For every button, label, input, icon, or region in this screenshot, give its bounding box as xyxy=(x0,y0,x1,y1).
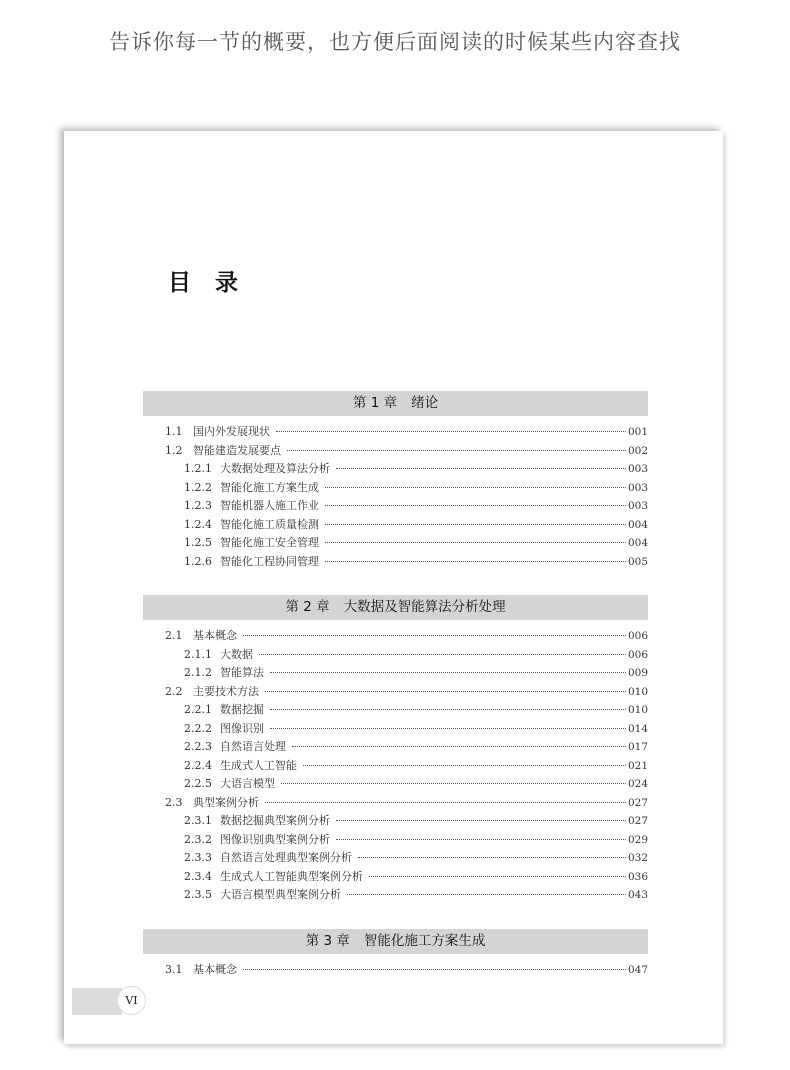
section-title: 数据挖掘 xyxy=(220,703,264,716)
page-ref: 017 xyxy=(628,741,649,753)
section-title: 智能化施工方案生成 xyxy=(220,480,319,494)
page-ref: 024 xyxy=(628,778,649,790)
section-title: 典型案例分析 xyxy=(193,795,259,809)
section-title: 基本概念 xyxy=(193,629,237,642)
page-ref: 006 xyxy=(628,630,649,642)
section-number: 1.2.6 xyxy=(184,554,212,568)
toc-entry[interactable] xyxy=(143,553,648,572)
section-number: 2.1 xyxy=(165,629,183,642)
toc-entry[interactable] xyxy=(143,849,648,868)
section-number: 2.2.3 xyxy=(184,740,212,753)
section-title: 图像识别 xyxy=(220,721,264,735)
section-title: 智能化施工质量检测 xyxy=(220,517,319,531)
section-title: 生成式人工智能典型案例分析 xyxy=(220,869,363,883)
book-page xyxy=(64,131,723,1044)
section-title: 大数据处理及算法分析 xyxy=(220,462,330,475)
section-number: 2.2 xyxy=(165,684,183,698)
leader-dots xyxy=(325,505,626,506)
chapter-1-header xyxy=(143,391,648,416)
toc-entry[interactable] xyxy=(143,683,648,702)
leader-dots xyxy=(358,857,626,858)
page-ref: 001 xyxy=(628,426,649,438)
leader-dots xyxy=(270,672,626,673)
page-ref: 002 xyxy=(628,444,649,457)
leader-dots xyxy=(325,542,626,543)
chapter-number: 第 1 章 xyxy=(352,395,398,411)
page-ref: 027 xyxy=(628,796,649,809)
toc-entry[interactable] xyxy=(143,812,648,831)
section-number: 2.2.1 xyxy=(184,703,212,716)
leader-dots xyxy=(281,783,626,784)
section-number: 2.3 xyxy=(165,795,183,809)
toc-entry[interactable] xyxy=(143,775,648,794)
section-number: 2.2.2 xyxy=(184,721,212,735)
leader-dots xyxy=(270,728,626,729)
page-ref: 009 xyxy=(628,667,649,679)
section-number: 2.2.5 xyxy=(184,777,212,790)
toc-title: 目 录 xyxy=(168,270,247,296)
leader-dots xyxy=(276,431,626,432)
toc-entry[interactable] xyxy=(143,868,648,887)
toc-entry[interactable] xyxy=(143,720,648,739)
toc-entry[interactable] xyxy=(143,831,648,850)
leader-dots xyxy=(287,450,626,451)
page-ref: 006 xyxy=(628,648,649,661)
toc-entry[interactable] xyxy=(143,646,648,665)
chapter-number: 第 2 章 xyxy=(285,599,330,615)
chapter-title: 绪论 xyxy=(411,395,439,411)
page-ref: 010 xyxy=(628,685,649,698)
page-ref: 010 xyxy=(628,704,649,716)
section-number: 2.3.4 xyxy=(184,869,212,883)
leader-dots xyxy=(325,561,626,562)
chapter-2-header xyxy=(143,595,648,620)
leader-dots xyxy=(336,468,626,469)
section-title: 主要技术方法 xyxy=(193,684,259,698)
toc-entry[interactable] xyxy=(143,442,648,461)
leader-dots xyxy=(265,802,626,803)
toc-entry[interactable] xyxy=(143,516,648,535)
chapter-2-entries xyxy=(143,627,648,905)
page-ref: 014 xyxy=(628,722,649,735)
section-title: 智能机器人施工作业 xyxy=(220,499,319,512)
chapter-title: 大数据及智能算法分析处理 xyxy=(343,599,506,615)
section-number: 2.1.2 xyxy=(184,666,212,679)
section-title: 基本概念 xyxy=(193,963,237,976)
section-number: 2.3.5 xyxy=(184,888,212,901)
chapter-title: 智能化施工方案生成 xyxy=(363,933,486,949)
section-title: 自然语言处理典型案例分析 xyxy=(220,851,352,864)
toc-entry[interactable] xyxy=(143,534,648,553)
page-ref: 004 xyxy=(628,518,649,531)
toc-entry[interactable] xyxy=(143,886,648,905)
page-ref: 003 xyxy=(628,481,649,494)
page-ref: 029 xyxy=(628,833,649,846)
page-ref: 005 xyxy=(628,555,649,568)
toc-entry[interactable] xyxy=(143,423,648,442)
section-number: 2.1.1 xyxy=(184,647,212,661)
section-number: 2.2.4 xyxy=(184,758,212,772)
leader-dots xyxy=(325,487,626,488)
section-number: 2.3.3 xyxy=(184,851,212,864)
section-title: 智能建造发展要点 xyxy=(193,443,281,457)
leader-dots xyxy=(243,635,626,636)
section-title: 智能算法 xyxy=(220,666,264,679)
leader-dots xyxy=(292,746,626,747)
toc-entry[interactable] xyxy=(143,794,648,813)
section-number: 1.2.1 xyxy=(184,462,212,475)
section-number: 1.2.4 xyxy=(184,517,212,531)
section-number: 3.1 xyxy=(165,963,183,976)
page-ref: 003 xyxy=(628,463,649,475)
page-ref: 036 xyxy=(628,870,649,883)
page-number: VI xyxy=(117,986,146,1015)
leader-dots xyxy=(243,969,626,970)
chapter-3-entries xyxy=(143,961,648,980)
toc-entry[interactable] xyxy=(143,479,648,498)
toc-entry[interactable] xyxy=(143,664,648,683)
page-ref: 004 xyxy=(628,537,649,549)
leader-dots xyxy=(265,691,626,692)
page-ref: 043 xyxy=(628,889,649,901)
toc-entry[interactable] xyxy=(143,460,648,479)
page-ref: 032 xyxy=(628,852,649,864)
section-title: 数据挖掘典型案例分析 xyxy=(220,814,330,827)
toc-entry[interactable] xyxy=(143,497,648,516)
section-number: 1.2.3 xyxy=(184,499,212,512)
section-title: 国内外发展现状 xyxy=(193,425,270,438)
section-title: 大数据 xyxy=(220,647,253,661)
section-title: 生成式人工智能 xyxy=(220,758,297,772)
leader-dots xyxy=(369,876,626,877)
page-ref: 021 xyxy=(628,759,649,772)
toc-entry[interactable] xyxy=(143,701,648,720)
leader-dots xyxy=(259,654,626,655)
section-number: 1.2 xyxy=(165,443,183,457)
section-number: 1.1 xyxy=(165,425,183,438)
leader-dots xyxy=(303,765,626,766)
section-number: 2.3.1 xyxy=(184,814,212,827)
leader-dots xyxy=(336,820,626,821)
toc-entry[interactable] xyxy=(143,738,648,757)
leader-dots xyxy=(347,894,626,895)
chapter-3-header xyxy=(143,929,648,954)
section-number: 1.2.5 xyxy=(184,536,212,549)
leader-dots xyxy=(336,839,626,840)
page-ref: 027 xyxy=(628,815,649,827)
chapter-number: 第 3 章 xyxy=(305,933,350,949)
section-title: 自然语言处理 xyxy=(220,740,286,753)
section-title: 智能化工程协同管理 xyxy=(220,554,319,568)
toc-entry[interactable] xyxy=(143,961,648,980)
chapter-1-entries xyxy=(143,423,648,571)
page-ref: 047 xyxy=(628,964,649,976)
section-title: 大语言模型典型案例分析 xyxy=(220,888,341,901)
leader-dots xyxy=(325,524,626,525)
leader-dots xyxy=(270,709,626,710)
folio-tab xyxy=(72,988,122,1015)
section-number: 2.3.2 xyxy=(184,832,212,846)
toc-entry[interactable] xyxy=(143,627,648,646)
section-title: 大语言模型 xyxy=(220,777,275,790)
toc-entry[interactable] xyxy=(143,757,648,776)
page-ref: 003 xyxy=(628,500,649,512)
section-title: 智能化施工安全管理 xyxy=(220,536,319,549)
section-title: 图像识别典型案例分析 xyxy=(220,832,330,846)
section-number: 1.2.2 xyxy=(184,480,212,494)
caption: 告诉你每一节的概要，也方便后面阅读的时候某些内容查找 xyxy=(109,30,681,54)
